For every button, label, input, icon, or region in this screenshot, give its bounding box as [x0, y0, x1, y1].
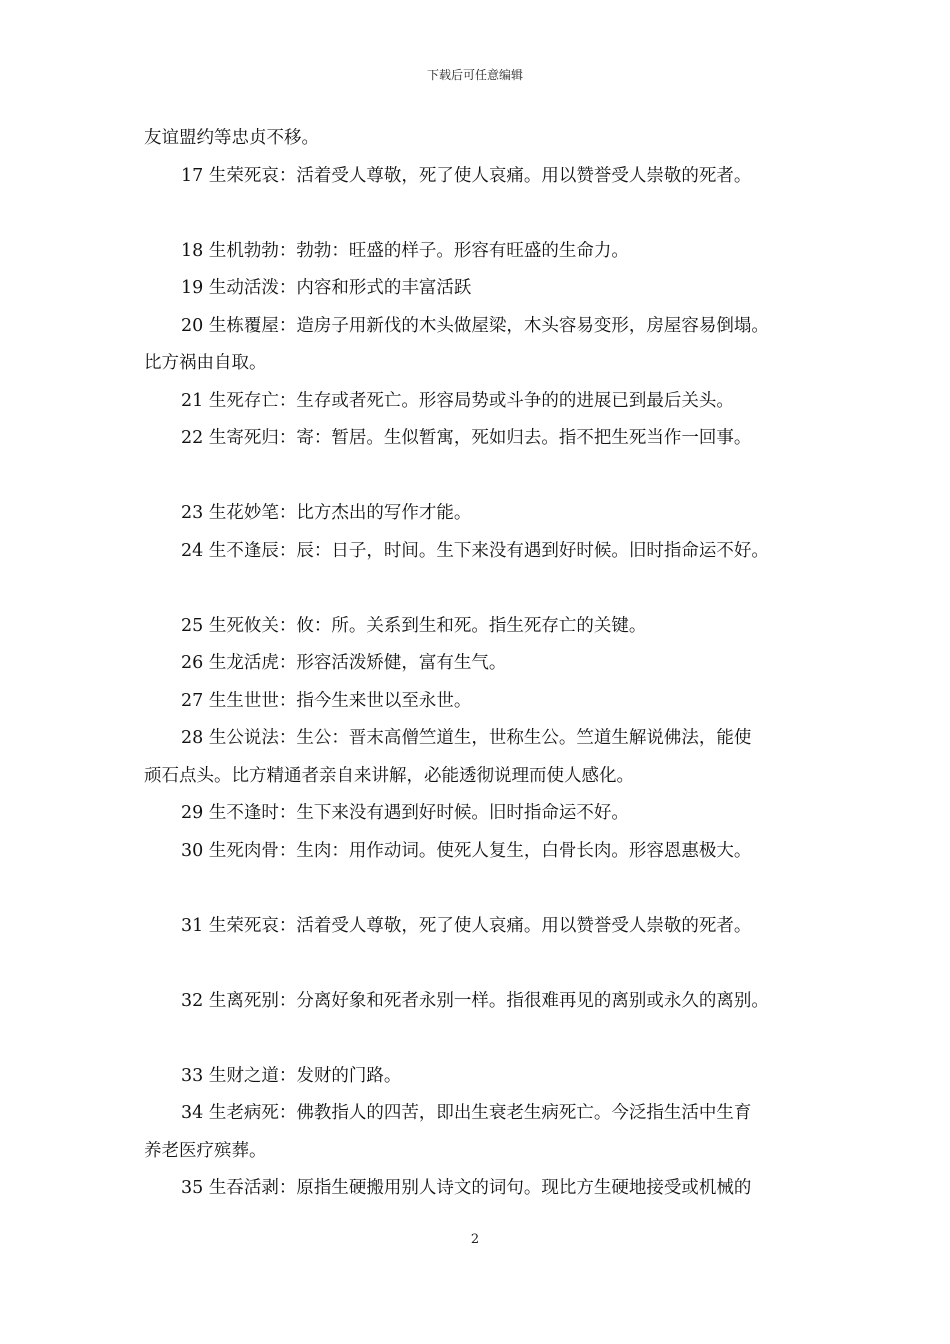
blank-line — [144, 570, 824, 608]
text-line: 23 生花妙笔：比方杰出的写作才能。 — [181, 503, 472, 523]
text-line: 27 生生世世：指今生来世以至永世。 — [181, 690, 472, 711]
text-line: 24 生不逢辰：辰：日子，时间。生下来没有遇到好时候。旧时指命运不好。 — [181, 540, 769, 561]
text-line: 20 生栋覆屋：造房子用新伐的木头做屋梁，木头容易变形，房屋容易倒塌。 — [181, 315, 769, 336]
text-line: 友谊盟约等忠贞不移。 — [144, 128, 319, 148]
text-line: 21 生死存亡：生存或者死亡。形容局势或斗争的的进展已到最后关头。 — [181, 390, 734, 411]
text-line: 28 生公说法：生公：晋末高僧竺道生，世称生公。竺道生解说佛法，能使 — [181, 728, 752, 748]
text-line: 养老医疗殡葬。 — [144, 1140, 267, 1161]
text-line: 顽石点头。比方精通者亲自来讲解，必能透彻说理而使人感化。 — [144, 765, 634, 786]
text-line: 29 生不逢时：生下来没有遇到好时候。旧时指命运不好。 — [181, 803, 629, 823]
text-line: 22 生寄死归：寄：暂居。生似暂寓，死如归去。指不把生死当作一回事。 — [181, 428, 752, 448]
blank-line — [144, 458, 824, 496]
text-line: 34 生老病死：佛教指人的四苦，即出生衰老生病死亡。今泛指生活中生育 — [181, 1103, 752, 1123]
page-number: 2 — [470, 1232, 480, 1247]
blank-line — [144, 945, 824, 983]
blank-line — [144, 870, 824, 908]
text-line: 18 生机勃勃：勃勃：旺盛的样子。形容有旺盛的生命力。 — [181, 240, 629, 261]
text-line: 33 生财之道：发财的门路。 — [181, 1065, 402, 1086]
text-line: 31 生荣死哀：活着受人尊敬，死了使人哀痛。用以赞誉受人崇敬的死者。 — [181, 915, 752, 936]
page-header: 下载后可任意编辑 — [426, 68, 523, 82]
text-line: 32 生离死别：分离好象和死者永别一样。指很难再见的离别或永久的离别。 — [181, 990, 769, 1011]
text-line: 17 生荣死哀：活着受人尊敬，死了使人哀痛。用以赞誉受人崇敬的死者。 — [181, 165, 752, 186]
text-line: 35 生吞活剥：原指生硬搬用别人诗文的词句。现比方生硬地接受或机械的 — [181, 1178, 752, 1198]
text-line: 19 生动活泼：内容和形式的丰富活跃 — [181, 278, 472, 298]
document-body — [144, 120, 824, 1208]
blank-line — [144, 1020, 824, 1058]
text-line: 26 生龙活虎：形容活泼矫健，富有生气。 — [181, 653, 507, 673]
text-line: 25 生死攸关：攸：所。关系到生和死。指生死存亡的关键。 — [181, 615, 647, 636]
text-line: 比方祸由自取。 — [144, 353, 267, 373]
text-line: 30 生死肉骨：生肉：用作动词。使死人复生，白骨长肉。形容恩惠极大。 — [181, 840, 752, 861]
blank-line — [144, 195, 824, 233]
